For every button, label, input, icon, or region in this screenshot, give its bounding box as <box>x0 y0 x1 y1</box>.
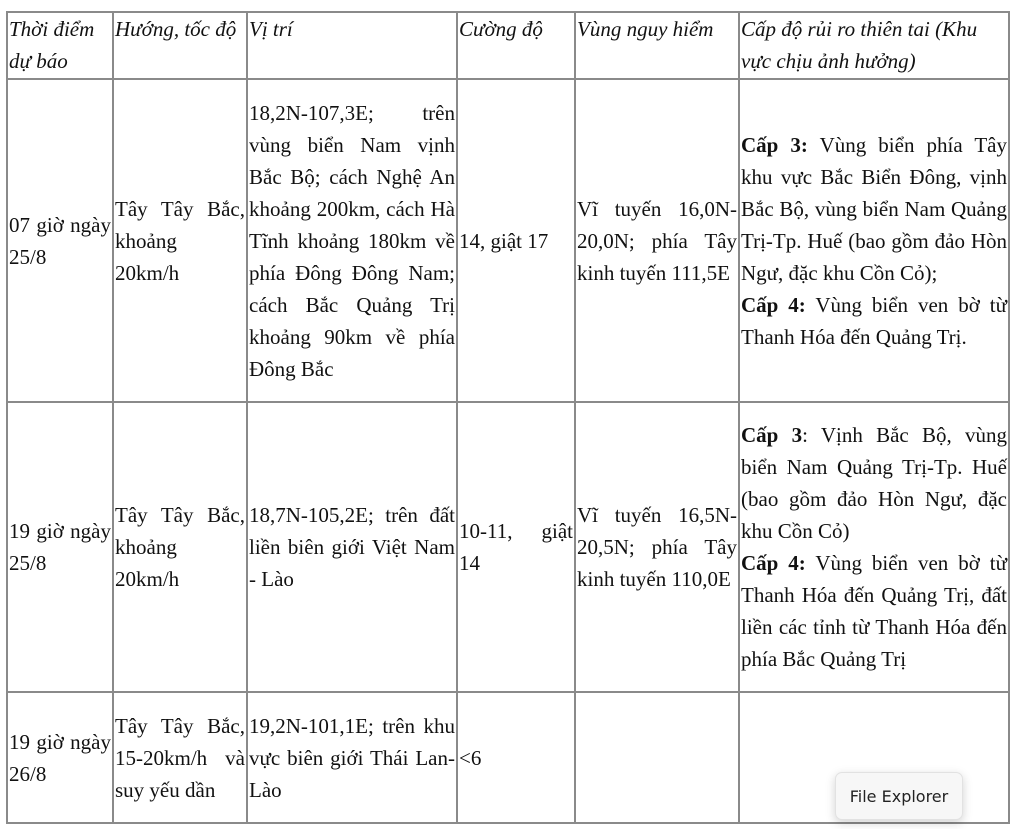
risk-level-label: Cấp 4: <box>741 551 806 575</box>
risk-entry <box>741 129 1007 289</box>
cell-intensity: <6 <box>457 692 575 823</box>
cell-intensity: 10-11, giật 14 <box>457 402 575 692</box>
risk-level-label: Cấp 4: <box>741 292 806 317</box>
header-position: Vị trí <box>247 12 457 79</box>
header-direction: Hướng, tốc độ <box>113 12 247 79</box>
cell-direction: Tây Tây Bắc, khoảng 20km/h <box>113 402 247 692</box>
risk-level-label: Cấp 3: <box>741 132 808 157</box>
cell-risk <box>739 79 1009 402</box>
cell-position: 18,7N-105,2E; trên đất liền biên giới Việt Nam - Lào <box>247 402 457 692</box>
cell-direction: Tây Tây Bắc, khoảng 20km/h <box>113 79 247 402</box>
header-risk-level: Cấp độ rủi ro thiên tai (Khu vực chịu ảnh hưởng) <box>739 12 1009 79</box>
header-intensity: Cường độ <box>457 12 575 79</box>
cell-direction: Tây Tây Bắc, 15-20km/h và suy yếu dần <box>113 692 247 823</box>
cell-position: 18,2N-107,3E; trên vùng biển Nam vịnh Bắc Bộ; cách Nghệ An khoảng 200km, cách Hà Tĩnh khoảng 180km về phía Đông Đông Nam; cách Bắc Quảng Trị khoảng 90km về phía Đông Bắc <box>247 79 457 402</box>
risk-area-text: Vùng biển ven bờ từ Thanh Hóa đến Quảng Trị, đất liền các tỉnh từ Thanh Hóa đến phía Bắc Quảng Trị <box>741 551 1007 671</box>
cell-time: 19 giờ ngày 26/8 <box>7 692 113 823</box>
risk-entry <box>741 419 1007 547</box>
forecast-table <box>6 11 1010 824</box>
cell-risk <box>739 402 1009 692</box>
cell-intensity: 14, giật 17 <box>457 79 575 402</box>
header-danger-zone: Vùng nguy hiểm <box>575 12 739 79</box>
table-row <box>7 79 1009 402</box>
cell-danger-zone: Vĩ tuyến 16,5N-20,5N; phía Tây kinh tuyến 110,0E <box>575 402 739 692</box>
cell-danger-zone: Vĩ tuyến 16,0N-20,0N; phía Tây kinh tuyến 111,5E <box>575 79 739 402</box>
risk-area-text: Vùng biển ven bờ từ Thanh Hóa đến Quảng Trị. <box>741 292 1007 349</box>
table-row <box>7 402 1009 692</box>
risk-area-text: : Vịnh Bắc Bộ, vùng biển Nam Quảng Trị-Tp. Huế (bao gồm đảo Hòn Ngư, đặc khu Cồn Cỏ) <box>741 423 1007 543</box>
risk-area-text: Vùng biển phía Tây khu vực Bắc Biển Đông, vịnh Bắc Bộ, vùng biển Nam Quảng Trị-Tp. Huế (bao gồm đảo Hòn Ngư, đặc khu Cồn Cỏ); <box>741 132 1007 285</box>
cell-danger-zone <box>575 692 739 823</box>
risk-entry <box>741 289 1007 353</box>
cell-position: 19,2N-101,1E; trên khu vực biên giới Thái Lan-Lào <box>247 692 457 823</box>
tooltip-label: File Explorer <box>849 786 949 806</box>
risk-entry <box>741 547 1007 675</box>
file-explorer-tooltip[interactable] <box>835 772 963 820</box>
table-header-row <box>7 12 1009 79</box>
header-time: Thời điểm dự báo <box>7 12 113 79</box>
risk-level-label: Cấp 3 <box>741 423 803 447</box>
cell-time: 19 giờ ngày 25/8 <box>7 402 113 692</box>
cell-time: 07 giờ ngày 25/8 <box>7 79 113 402</box>
